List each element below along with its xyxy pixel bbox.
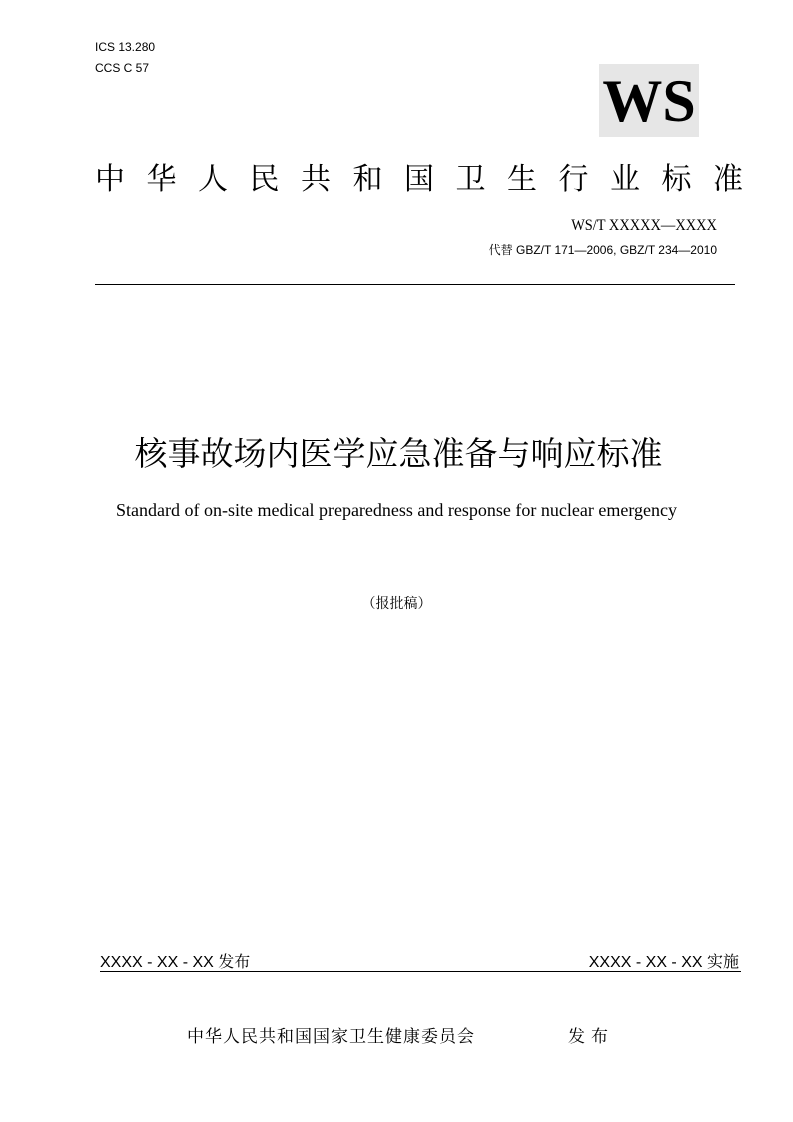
ws-logo: WS xyxy=(599,64,699,137)
title-cn-text: 核事故场内医学应急准备与响应标准 xyxy=(134,434,663,473)
title-char: 华 xyxy=(146,162,177,197)
title-char: 共 xyxy=(301,162,331,197)
title-char: 中 xyxy=(95,162,125,197)
draft-status: （报批稿） xyxy=(361,596,432,612)
title-char: 业 xyxy=(610,162,640,197)
document-title-en: Standard of on-site medical preparedness and response for nuclear emergency xyxy=(116,500,677,520)
title-char: 人 xyxy=(198,162,228,197)
title-char: 准 xyxy=(713,162,743,197)
header-divider xyxy=(95,284,735,285)
standard-code: WS/T XXXXX—XXXX xyxy=(571,217,717,234)
implement-date: XXXX - XX - XX 实施 xyxy=(588,954,739,971)
title-char: 卫 xyxy=(455,162,486,197)
title-char: 国 xyxy=(404,162,434,197)
ccs-code: CCS C 57 xyxy=(95,61,150,75)
replaces-note: 代替 GBZ/T 171—2006, GBZ/T 234—2010 xyxy=(488,243,717,257)
footer-divider xyxy=(100,971,741,972)
title-char: 标 xyxy=(661,162,692,197)
issuing-authority: 中华人民共和国国家卫生健康委员会 xyxy=(187,1027,475,1047)
ics-code: ICS 13.280 xyxy=(95,40,156,54)
national-standard-title xyxy=(95,154,743,198)
title-char: 生 xyxy=(507,162,537,197)
issue-label: 发布 xyxy=(568,1027,614,1047)
title-char: 和 xyxy=(352,162,383,197)
title-char: 民 xyxy=(249,162,280,197)
document-title-cn xyxy=(0,428,793,475)
title-char: 行 xyxy=(558,162,589,197)
publish-date: XXXX - XX - XX 发布 xyxy=(100,954,251,971)
